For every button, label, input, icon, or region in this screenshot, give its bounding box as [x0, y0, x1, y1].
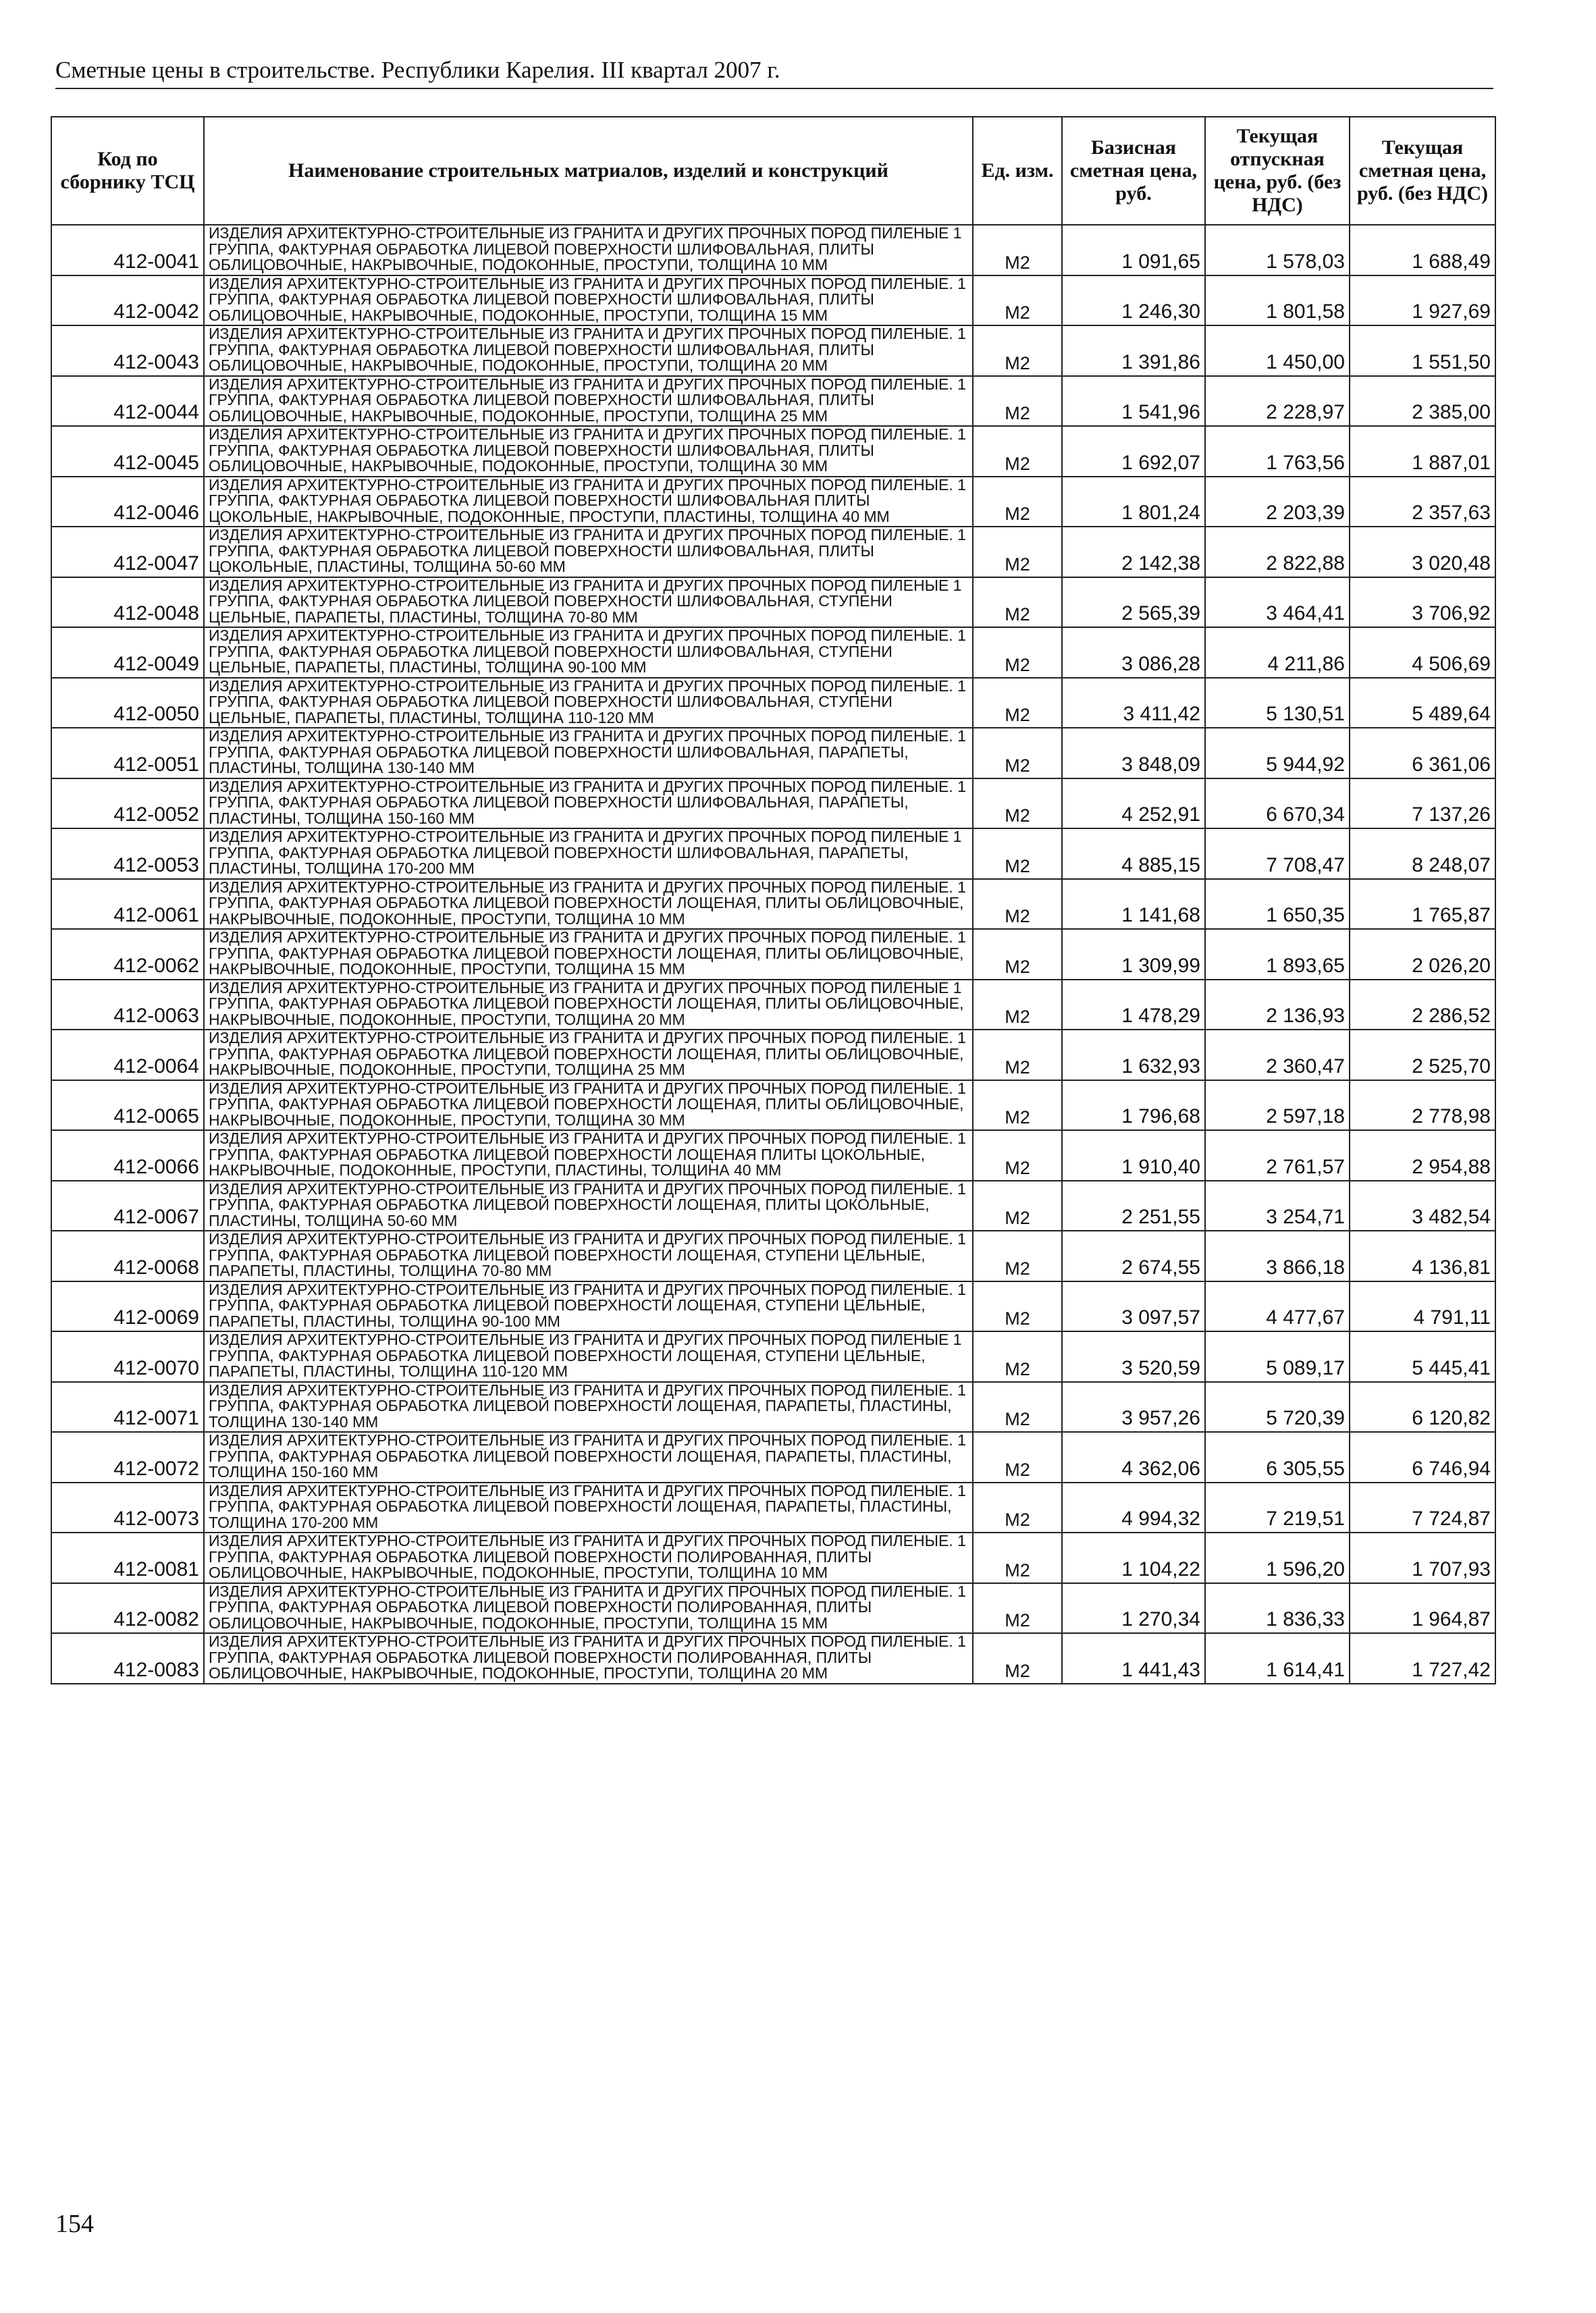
- base-price: 1 091,65: [1062, 225, 1205, 275]
- item-code: 412-0051: [51, 728, 204, 778]
- current-release-price: 1 801,58: [1205, 275, 1350, 326]
- item-name: ИЗДЕЛИЯ АРХИТЕКТУРНО-СТРОИТЕЛЬНЫЕ ИЗ ГРАНИТА И ДРУГИХ ПРОЧНЫХ ПОРОД ПИЛЕНЫЕ. 1 ГРУППА, ФАКТУРНАЯ ОБРАБОТКА ЛИЦЕВОЙ ПОВЕРХНОСТИ ШЛИФОВАЛЬНАЯ, ПАРАПЕТЫ, ПЛАСТИНЫ, ТОЛЩИНА 150-160 ММ: [204, 778, 973, 829]
- current-estimate-price: 4 791,11: [1350, 1281, 1495, 1332]
- table-row: [51, 1130, 1495, 1181]
- item-code: 412-0073: [51, 1483, 204, 1533]
- table-row: [51, 678, 1495, 728]
- base-price: 2 674,55: [1062, 1231, 1205, 1281]
- item-unit: М2: [973, 980, 1062, 1030]
- current-release-price: 5 944,92: [1205, 728, 1350, 778]
- item-unit: М2: [973, 1181, 1062, 1231]
- column-header-code: Код по сборнику ТСЦ: [51, 117, 204, 225]
- base-price: 1 441,43: [1062, 1633, 1205, 1684]
- item-unit: М2: [973, 728, 1062, 778]
- item-unit: М2: [973, 376, 1062, 427]
- item-name: ИЗДЕЛИЯ АРХИТЕКТУРНО-СТРОИТЕЛЬНЫЕ ИЗ ГРАНИТА И ДРУГИХ ПРОЧНЫХ ПОРОД ПИЛЕНЫЕ. 1 ГРУППА, ФАКТУРНАЯ ОБРАБОТКА ЛИЦЕВОЙ ПОВЕРХНОСТИ ПОЛИРОВАННАЯ, ПЛИТЫ ОБЛИЦОВОЧНЫЕ, НАКРЫВОЧНЫЕ, ПОДОКОННЫЕ, ПРОСТУПИ, ТОЛЩИНА 15 ММ: [204, 1583, 973, 1634]
- item-code: 412-0083: [51, 1633, 204, 1684]
- item-unit: М2: [973, 778, 1062, 829]
- current-estimate-price: 2 026,20: [1350, 929, 1495, 980]
- item-code: 412-0069: [51, 1281, 204, 1332]
- current-release-price: 3 464,41: [1205, 577, 1350, 628]
- table-row: [51, 1080, 1495, 1131]
- current-release-price: 1 596,20: [1205, 1533, 1350, 1583]
- base-price: 3 520,59: [1062, 1331, 1205, 1382]
- page-header: Сметные цены в строительстве. Республики Карелия. III квартал 2007 г.: [55, 57, 1493, 89]
- table-body: [51, 225, 1495, 1684]
- item-code: 412-0061: [51, 879, 204, 930]
- base-price: 2 142,38: [1062, 527, 1205, 577]
- base-price: 2 565,39: [1062, 577, 1205, 628]
- item-unit: М2: [973, 225, 1062, 275]
- current-estimate-price: 3 020,48: [1350, 527, 1495, 577]
- table-row: [51, 980, 1495, 1030]
- table-row: [51, 1231, 1495, 1281]
- item-code: 412-0064: [51, 1030, 204, 1080]
- item-unit: М2: [973, 1583, 1062, 1634]
- base-price: 1 246,30: [1062, 275, 1205, 326]
- table-row: [51, 376, 1495, 427]
- item-name: ИЗДЕЛИЯ АРХИТЕКТУРНО-СТРОИТЕЛЬНЫЕ ИЗ ГРАНИТА И ДРУГИХ ПРОЧНЫХ ПОРОД ПИЛЕНЫЕ. 1 ГРУППА, ФАКТУРНАЯ ОБРАБОТКА ЛИЦЕВОЙ ПОВЕРХНОСТИ ЛОЩЕНАЯ ПЛИТЫ ЦОКОЛЬНЫЕ, НАКРЫВОЧНЫЕ, ПОДОКОННЫЕ, ПРОСТУПИ, ПЛАСТИНЫ, ТОЛЩИНА 40 ММ: [204, 1130, 973, 1181]
- current-estimate-price: 1 765,87: [1350, 879, 1495, 930]
- current-estimate-price: 2 385,00: [1350, 376, 1495, 427]
- item-name: ИЗДЕЛИЯ АРХИТЕКТУРНО-СТРОИТЕЛЬНЫЕ ИЗ ГРАНИТА И ДРУГИХ ПРОЧНЫХ ПОРОД ПИЛЕНЫЕ. 1 ГРУППА, ФАКТУРНАЯ ОБРАБОТКА ЛИЦЕВОЙ ПОВЕРХНОСТИ ПОЛИРОВАННАЯ, ПЛИТЫ ОБЛИЦОВОЧНЫЕ, НАКРЫВОЧНЫЕ, ПОДОКОННЫЕ, ПРОСТУПИ, ТОЛЩИНА 20 ММ: [204, 1633, 973, 1684]
- item-code: 412-0072: [51, 1432, 204, 1483]
- column-header-current-release-price: Текущая отпускная цена, руб. (без НДС): [1205, 117, 1350, 225]
- column-header-base-price: Базисная сметная цена, руб.: [1062, 117, 1205, 225]
- item-name: ИЗДЕЛИЯ АРХИТЕКТУРНО-СТРОИТЕЛЬНЫЕ ИЗ ГРАНИТА И ДРУГИХ ПРОЧНЫХ ПОРОД ПИЛЕНЫЕ. 1 ГРУППА, ФАКТУРНАЯ ОБРАБОТКА ЛИЦЕВОЙ ПОВЕРХНОСТИ ПОЛИРОВАННАЯ, ПЛИТЫ ОБЛИЦОВОЧНЫЕ, НАКРЫВОЧНЫЕ, ПОДОКОННЫЕ, ПРОСТУПИ, ТОЛЩИНА 10 ММ: [204, 1533, 973, 1583]
- current-release-price: 2 597,18: [1205, 1080, 1350, 1131]
- table-row: [51, 1583, 1495, 1634]
- current-release-price: 7 708,47: [1205, 828, 1350, 879]
- current-estimate-price: 3 482,54: [1350, 1181, 1495, 1231]
- current-release-price: 2 761,57: [1205, 1130, 1350, 1181]
- current-estimate-price: 7 137,26: [1350, 778, 1495, 829]
- table-row: [51, 325, 1495, 376]
- table-row: [51, 527, 1495, 577]
- item-name: ИЗДЕЛИЯ АРХИТЕКТУРНО-СТРОИТЕЛЬНЫЕ ИЗ ГРАНИТА И ДРУГИХ ПРОЧНЫХ ПОРОД ПИЛЕНЫЕ. 1 ГРУППА, ФАКТУРНАЯ ОБРАБОТКА ЛИЦЕВОЙ ПОВЕРХНОСТИ ШЛИФОВАЛЬНАЯ, ПЛИТЫ ОБЛИЦОВОЧНЫЕ, НАКРЫВОЧНЫЕ, ПОДОКОННЫЕ, ПРОСТУПИ, ТОЛЩИНА 15 ММ: [204, 275, 973, 326]
- current-estimate-price: 2 954,88: [1350, 1130, 1495, 1181]
- current-release-price: 1 650,35: [1205, 879, 1350, 930]
- item-unit: М2: [973, 1533, 1062, 1583]
- table-row: [51, 1483, 1495, 1533]
- item-name: ИЗДЕЛИЯ АРХИТЕКТУРНО-СТРОИТЕЛЬНЫЕ ИЗ ГРАНИТА И ДРУГИХ ПРОЧНЫХ ПОРОД ПИЛЕНЫЕ. 1 ГРУППА, ФАКТУРНАЯ ОБРАБОТКА ЛИЦЕВОЙ ПОВЕРХНОСТИ ЛОЩЕНАЯ, ПЛИТЫ ЦОКОЛЬНЫЕ, ПЛАСТИНЫ, ТОЛЩИНА 50-60 ММ: [204, 1181, 973, 1231]
- item-unit: М2: [973, 275, 1062, 326]
- table-row: [51, 275, 1495, 326]
- item-unit: М2: [973, 678, 1062, 728]
- table-row: [51, 577, 1495, 628]
- table-header-row: [51, 117, 1495, 225]
- item-code: 412-0071: [51, 1382, 204, 1433]
- item-name: ИЗДЕЛИЯ АРХИТЕКТУРНО-СТРОИТЕЛЬНЫЕ ИЗ ГРАНИТА И ДРУГИХ ПРОЧНЫХ ПОРОД ПИЛЕНЫЕ. 1 ГРУППА, ФАКТУРНАЯ ОБРАБОТКА ЛИЦЕВОЙ ПОВЕРХНОСТИ ШЛИФОВАЛЬНАЯ, СТУПЕНИ ЦЕЛЬНЫЕ, ПАРАПЕТЫ, ПЛАСТИНЫ, ТОЛЩИНА 90-100 ММ: [204, 627, 973, 678]
- item-name: ИЗДЕЛИЯ АРХИТЕКТУРНО-СТРОИТЕЛЬНЫЕ ИЗ ГРАНИТА И ДРУГИХ ПРОЧНЫХ ПОРОД ПИЛЕНЫЕ. 1 ГРУППА, ФАКТУРНАЯ ОБРАБОТКА ЛИЦЕВОЙ ПОВЕРХНОСТИ ШЛИФОВАЛЬНАЯ, ПЛИТЫ ЦОКОЛЬНЫЕ, ПЛАСТИНЫ, ТОЛЩИНА 50-60 ММ: [204, 527, 973, 577]
- item-code: 412-0049: [51, 627, 204, 678]
- item-code: 412-0041: [51, 225, 204, 275]
- current-estimate-price: 2 286,52: [1350, 980, 1495, 1030]
- current-estimate-price: 1 727,42: [1350, 1633, 1495, 1684]
- table-row: [51, 627, 1495, 678]
- current-release-price: 5 720,39: [1205, 1382, 1350, 1433]
- current-release-price: 1 893,65: [1205, 929, 1350, 980]
- item-name: ИЗДЕЛИЯ АРХИТЕКТУРНО-СТРОИТЕЛЬНЫЕ ИЗ ГРАНИТА И ДРУГИХ ПРОЧНЫХ ПОРОД ПИЛЕНЫЕ. 1 ГРУППА, ФАКТУРНАЯ ОБРАБОТКА ЛИЦЕВОЙ ПОВЕРХНОСТИ ШЛИФОВАЛЬНАЯ, СТУПЕНИ ЦЕЛЬНЫЕ, ПАРАПЕТЫ, ПЛАСТИНЫ, ТОЛЩИНА 110-120 ММ: [204, 678, 973, 728]
- item-name: ИЗДЕЛИЯ АРХИТЕКТУРНО-СТРОИТЕЛЬНЫЕ ИЗ ГРАНИТА И ДРУГИХ ПРОЧНЫХ ПОРОД ПИЛЕНЫЕ. 1 ГРУППА, ФАКТУРНАЯ ОБРАБОТКА ЛИЦЕВОЙ ПОВЕРХНОСТИ ЛОЩЕНАЯ, ПЛИТЫ ОБЛИЦОВОЧНЫЕ, НАКРЫВОЧНЫЕ, ПОДОКОННЫЕ, ПРОСТУПИ, ТОЛЩИНА 25 ММ: [204, 1030, 973, 1080]
- current-release-price: 6 305,55: [1205, 1432, 1350, 1483]
- current-release-price: 7 219,51: [1205, 1483, 1350, 1533]
- item-name: ИЗДЕЛИЯ АРХИТЕКТУРНО-СТРОИТЕЛЬНЫЕ ИЗ ГРАНИТА И ДРУГИХ ПРОЧНЫХ ПОРОД ПИЛЕНЫЕ. 1 ГРУППА, ФАКТУРНАЯ ОБРАБОТКА ЛИЦЕВОЙ ПОВЕРХНОСТИ ЛОЩЕНАЯ, ПАРАПЕТЫ, ПЛАСТИНЫ, ТОЛЩИНА 150-160 ММ: [204, 1432, 973, 1483]
- item-code: 412-0046: [51, 477, 204, 527]
- item-name: ИЗДЕЛИЯ АРХИТЕКТУРНО-СТРОИТЕЛЬНЫЕ ИЗ ГРАНИТА И ДРУГИХ ПРОЧНЫХ ПОРОД ПИЛЕНЫЕ. 1 ГРУППА, ФАКТУРНАЯ ОБРАБОТКА ЛИЦЕВОЙ ПОВЕРХНОСТИ ШЛИФОВАЛЬНАЯ, ПЛИТЫ ОБЛИЦОВОЧНЫЕ, НАКРЫВОЧНЫЕ, ПОДОКОННЫЕ, ПРОСТУПИ, ТОЛЩИНА 25 ММ: [204, 376, 973, 427]
- base-price: 1 141,68: [1062, 879, 1205, 930]
- item-code: 412-0067: [51, 1181, 204, 1231]
- item-code: 412-0070: [51, 1331, 204, 1382]
- table-row: [51, 225, 1495, 275]
- item-code: 412-0043: [51, 325, 204, 376]
- table-row: [51, 1633, 1495, 1684]
- column-header-current-estimate-price: Текущая сметная цена, руб. (без НДС): [1350, 117, 1495, 225]
- current-estimate-price: 3 706,92: [1350, 577, 1495, 628]
- base-price: 3 086,28: [1062, 627, 1205, 678]
- item-name: ИЗДЕЛИЯ АРХИТЕКТУРНО-СТРОИТЕЛЬНЫЕ ИЗ ГРАНИТА И ДРУГИХ ПРОЧНЫХ ПОРОД ПИЛЕНЫЕ. 1 ГРУППА, ФАКТУРНАЯ ОБРАБОТКА ЛИЦЕВОЙ ПОВЕРХНОСТИ ШЛИФОВАЛЬНАЯ, ПЛИТЫ ОБЛИЦОВОЧНЫЕ, НАКРЫВОЧНЫЕ, ПОДОКОННЫЕ, ПРОСТУПИ, ТОЛЩИНА 30 ММ: [204, 426, 973, 477]
- current-release-price: 4 211,86: [1205, 627, 1350, 678]
- item-code: 412-0052: [51, 778, 204, 829]
- item-name: ИЗДЕЛИЯ АРХИТЕКТУРНО-СТРОИТЕЛЬНЫЕ ИЗ ГРАНИТА И ДРУГИХ ПРОЧНЫХ ПОРОД ПИЛЕНЫЕ 1 ГРУППА, ФАКТУРНАЯ ОБРАБОТКА ЛИЦЕВОЙ ПОВЕРХНОСТИ ЛОЩЕНАЯ, СТУПЕНИ ЦЕЛЬНЫЕ, ПАРАПЕТЫ, ПЛАСТИНЫ, ТОЛЩИНА 110-120 ММ: [204, 1331, 973, 1382]
- column-header-unit: Ед. изм.: [973, 117, 1062, 225]
- item-code: 412-0048: [51, 577, 204, 628]
- item-unit: М2: [973, 929, 1062, 980]
- current-release-price: 1 614,41: [1205, 1633, 1350, 1684]
- item-unit: М2: [973, 879, 1062, 930]
- base-price: 1 541,96: [1062, 376, 1205, 427]
- item-unit: М2: [973, 1130, 1062, 1181]
- current-release-price: 5 089,17: [1205, 1331, 1350, 1382]
- table-row: [51, 1432, 1495, 1483]
- current-release-price: 3 866,18: [1205, 1231, 1350, 1281]
- base-price: 1 104,22: [1062, 1533, 1205, 1583]
- item-name: ИЗДЕЛИЯ АРХИТЕКТУРНО-СТРОИТЕЛЬНЫЕ ИЗ ГРАНИТА И ДРУГИХ ПРОЧНЫХ ПОРОД ПИЛЕНЫЕ 1 ГРУППА, ФАКТУРНАЯ ОБРАБОТКА ЛИЦЕВОЙ ПОВЕРХНОСТИ ЛОЩЕНАЯ, ПЛИТЫ ОБЛИЦОВОЧНЫЕ, НАКРЫВОЧНЫЕ, ПОДОКОННЫЕ, ПРОСТУПИ, ТОЛЩИНА 20 ММ: [204, 980, 973, 1030]
- item-name: ИЗДЕЛИЯ АРХИТЕКТУРНО-СТРОИТЕЛЬНЫЕ ИЗ ГРАНИТА И ДРУГИХ ПРОЧНЫХ ПОРОД ПИЛЕНЫЕ 1 ГРУППА, ФАКТУРНАЯ ОБРАБОТКА ЛИЦЕВОЙ ПОВЕРХНОСТИ ШЛИФОВАЛЬНАЯ, ПАРАПЕТЫ, ПЛАСТИНЫ, ТОЛЩИНА 170-200 ММ: [204, 828, 973, 879]
- item-unit: М2: [973, 577, 1062, 628]
- item-code: 412-0053: [51, 828, 204, 879]
- column-header-name: Наименование строительных матриалов, изделий и конструкций: [204, 117, 973, 225]
- item-name: ИЗДЕЛИЯ АРХИТЕКТУРНО-СТРОИТЕЛЬНЫЕ ИЗ ГРАНИТА И ДРУГИХ ПРОЧНЫХ ПОРОД ПИЛЕНЫЕ. 1 ГРУППА, ФАКТУРНАЯ ОБРАБОТКА ЛИЦЕВОЙ ПОВЕРХНОСТИ ЛОЩЕНАЯ, ПАРАПЕТЫ, ПЛАСТИНЫ, ТОЛЩИНА 130-140 ММ: [204, 1382, 973, 1433]
- current-release-price: 2 822,88: [1205, 527, 1350, 577]
- current-estimate-price: 6 746,94: [1350, 1432, 1495, 1483]
- base-price: 2 251,55: [1062, 1181, 1205, 1231]
- item-unit: М2: [973, 426, 1062, 477]
- table-row: [51, 1181, 1495, 1231]
- item-code: 412-0045: [51, 426, 204, 477]
- current-release-price: 6 670,34: [1205, 778, 1350, 829]
- item-unit: М2: [973, 527, 1062, 577]
- item-unit: М2: [973, 627, 1062, 678]
- table-row: [51, 929, 1495, 980]
- item-unit: М2: [973, 1080, 1062, 1131]
- item-code: 412-0066: [51, 1130, 204, 1181]
- current-estimate-price: 1 887,01: [1350, 426, 1495, 477]
- item-code: 412-0042: [51, 275, 204, 326]
- item-unit: М2: [973, 828, 1062, 879]
- item-code: 412-0082: [51, 1583, 204, 1634]
- item-unit: М2: [973, 325, 1062, 376]
- item-name: ИЗДЕЛИЯ АРХИТЕКТУРНО-СТРОИТЕЛЬНЫЕ ИЗ ГРАНИТА И ДРУГИХ ПРОЧНЫХ ПОРОД ПИЛЕНЫЕ 1 ГРУППА, ФАКТУРНАЯ ОБРАБОТКА ЛИЦЕВОЙ ПОВЕРХНОСТИ ШЛИФОВАЛЬНАЯ, ПЛИТЫ ОБЛИЦОВОЧНЫЕ, НАКРЫВОЧНЫЕ, ПОДОКОННЫЕ, ПРОСТУПИ, ТОЛЩИНА 10 ММ: [204, 225, 973, 275]
- item-code: 412-0068: [51, 1231, 204, 1281]
- table-row: [51, 828, 1495, 879]
- item-name: ИЗДЕЛИЯ АРХИТЕКТУРНО-СТРОИТЕЛЬНЫЕ ИЗ ГРАНИТА И ДРУГИХ ПРОЧНЫХ ПОРОД ПИЛЕНЫЕ. 1 ГРУППА, ФАКТУРНАЯ ОБРАБОТКА ЛИЦЕВОЙ ПОВЕРХНОСТИ ЛОЩЕНАЯ, ПАРАПЕТЫ, ПЛАСТИНЫ, ТОЛЩИНА 170-200 ММ: [204, 1483, 973, 1533]
- item-name: ИЗДЕЛИЯ АРХИТЕКТУРНО-СТРОИТЕЛЬНЫЕ ИЗ ГРАНИТА И ДРУГИХ ПРОЧНЫХ ПОРОД ПИЛЕНЫЕ. 1 ГРУППА, ФАКТУРНАЯ ОБРАБОТКА ЛИЦЕВОЙ ПОВЕРХНОСТИ ЛОЩЕНАЯ, ПЛИТЫ ОБЛИЦОВОЧНЫЕ, НАКРЫВОЧНЫЕ, ПОДОКОННЫЕ, ПРОСТУПИ, ТОЛЩИНА 30 ММ: [204, 1080, 973, 1131]
- table-row: [51, 1533, 1495, 1583]
- price-table: [51, 116, 1496, 1684]
- table-row: [51, 778, 1495, 829]
- item-unit: М2: [973, 1231, 1062, 1281]
- current-estimate-price: 6 361,06: [1350, 728, 1495, 778]
- item-name: ИЗДЕЛИЯ АРХИТЕКТУРНО-СТРОИТЕЛЬНЫЕ ИЗ ГРАНИТА И ДРУГИХ ПРОЧНЫХ ПОРОД ПИЛЕНЫЕ 1 ГРУППА, ФАКТУРНАЯ ОБРАБОТКА ЛИЦЕВОЙ ПОВЕРХНОСТИ ШЛИФОВАЛЬНАЯ, СТУПЕНИ ЦЕЛЬНЫЕ, ПАРАПЕТЫ, ПЛАСТИНЫ, ТОЛЩИНА 70-80 ММ: [204, 577, 973, 628]
- base-price: 1 632,93: [1062, 1030, 1205, 1080]
- base-price: 1 910,40: [1062, 1130, 1205, 1181]
- current-release-price: 2 228,97: [1205, 376, 1350, 427]
- current-estimate-price: 2 525,70: [1350, 1030, 1495, 1080]
- base-price: 4 885,15: [1062, 828, 1205, 879]
- base-price: 1 270,34: [1062, 1583, 1205, 1634]
- table-row: [51, 1281, 1495, 1332]
- item-unit: М2: [973, 1331, 1062, 1382]
- base-price: 1 801,24: [1062, 477, 1205, 527]
- current-estimate-price: 6 120,82: [1350, 1382, 1495, 1433]
- current-release-price: 2 203,39: [1205, 477, 1350, 527]
- item-name: ИЗДЕЛИЯ АРХИТЕКТУРНО-СТРОИТЕЛЬНЫЕ ИЗ ГРАНИТА И ДРУГИХ ПРОЧНЫХ ПОРОД ПИЛЕНЫЕ. 1 ГРУППА, ФАКТУРНАЯ ОБРАБОТКА ЛИЦЕВОЙ ПОВЕРХНОСТИ ШЛИФОВАЛЬНАЯ, ПЛИТЫ ОБЛИЦОВОЧНЫЕ, НАКРЫВОЧНЫЕ, ПОДОКОННЫЕ, ПРОСТУПИ, ТОЛЩИНА 20 ММ: [204, 325, 973, 376]
- current-release-price: 3 254,71: [1205, 1181, 1350, 1231]
- current-release-price: 1 578,03: [1205, 225, 1350, 275]
- item-code: 412-0062: [51, 929, 204, 980]
- current-estimate-price: 4 506,69: [1350, 627, 1495, 678]
- item-code: 412-0065: [51, 1080, 204, 1131]
- base-price: 1 692,07: [1062, 426, 1205, 477]
- table-row: [51, 477, 1495, 527]
- base-price: 1 478,29: [1062, 980, 1205, 1030]
- table-row: [51, 1331, 1495, 1382]
- item-unit: М2: [973, 1382, 1062, 1433]
- current-estimate-price: 1 551,50: [1350, 325, 1495, 376]
- current-estimate-price: 1 927,69: [1350, 275, 1495, 326]
- current-release-price: 4 477,67: [1205, 1281, 1350, 1332]
- base-price: 3 411,42: [1062, 678, 1205, 728]
- current-estimate-price: 2 357,63: [1350, 477, 1495, 527]
- item-code: 412-0081: [51, 1533, 204, 1583]
- page-number: 154: [55, 2210, 94, 2238]
- item-unit: М2: [973, 1633, 1062, 1684]
- item-name: ИЗДЕЛИЯ АРХИТЕКТУРНО-СТРОИТЕЛЬНЫЕ ИЗ ГРАНИТА И ДРУГИХ ПРОЧНЫХ ПОРОД ПИЛЕНЫЕ. 1 ГРУППА, ФАКТУРНАЯ ОБРАБОТКА ЛИЦЕВОЙ ПОВЕРХНОСТИ ШЛИФОВАЛЬНАЯ, ПАРАПЕТЫ, ПЛАСТИНЫ, ТОЛЩИНА 130-140 ММ: [204, 728, 973, 778]
- current-estimate-price: 8 248,07: [1350, 828, 1495, 879]
- current-estimate-price: 2 778,98: [1350, 1080, 1495, 1131]
- current-estimate-price: 4 136,81: [1350, 1231, 1495, 1281]
- current-release-price: 1 763,56: [1205, 426, 1350, 477]
- item-unit: М2: [973, 477, 1062, 527]
- item-name: ИЗДЕЛИЯ АРХИТЕКТУРНО-СТРОИТЕЛЬНЫЕ ИЗ ГРАНИТА И ДРУГИХ ПРОЧНЫХ ПОРОД ПИЛЕНЫЕ. 1 ГРУППА, ФАКТУРНАЯ ОБРАБОТКА ЛИЦЕВОЙ ПОВЕРХНОСТИ ЛОЩЕНАЯ, ПЛИТЫ ОБЛИЦОВОЧНЫЕ, НАКРЫВОЧНЫЕ, ПОДОКОННЫЕ, ПРОСТУПИ, ТОЛЩИНА 10 ММ: [204, 879, 973, 930]
- item-name: ИЗДЕЛИЯ АРХИТЕКТУРНО-СТРОИТЕЛЬНЫЕ ИЗ ГРАНИТА И ДРУГИХ ПРОЧНЫХ ПОРОД ПИЛЕНЫЕ. 1 ГРУППА, ФАКТУРНАЯ ОБРАБОТКА ЛИЦЕВОЙ ПОВЕРХНОСТИ ШЛИФОВАЛЬНАЯ ПЛИТЫ ЦОКОЛЬНЫЕ, НАКРЫВОЧНЫЕ, ПОДОКОННЫЕ, ПРОСТУПИ, ПЛАСТИНЫ, ТОЛЩИНА 40 ММ: [204, 477, 973, 527]
- table-row: [51, 728, 1495, 778]
- current-estimate-price: 1 964,87: [1350, 1583, 1495, 1634]
- item-name: ИЗДЕЛИЯ АРХИТЕКТУРНО-СТРОИТЕЛЬНЫЕ ИЗ ГРАНИТА И ДРУГИХ ПРОЧНЫХ ПОРОД ПИЛЕНЫЕ. 1 ГРУППА, ФАКТУРНАЯ ОБРАБОТКА ЛИЦЕВОЙ ПОВЕРХНОСТИ ЛОЩЕНАЯ, СТУПЕНИ ЦЕЛЬНЫЕ, ПАРАПЕТЫ, ПЛАСТИНЫ, ТОЛЩИНА 70-80 ММ: [204, 1231, 973, 1281]
- current-release-price: 2 136,93: [1205, 980, 1350, 1030]
- table-row: [51, 1382, 1495, 1433]
- item-code: 412-0044: [51, 376, 204, 427]
- current-estimate-price: 5 489,64: [1350, 678, 1495, 728]
- current-estimate-price: 5 445,41: [1350, 1331, 1495, 1382]
- table-row: [51, 1030, 1495, 1080]
- item-code: 412-0050: [51, 678, 204, 728]
- base-price: 1 309,99: [1062, 929, 1205, 980]
- current-release-price: 1 450,00: [1205, 325, 1350, 376]
- current-release-price: 1 836,33: [1205, 1583, 1350, 1634]
- base-price: 4 362,06: [1062, 1432, 1205, 1483]
- current-release-price: 2 360,47: [1205, 1030, 1350, 1080]
- current-estimate-price: 1 688,49: [1350, 225, 1495, 275]
- table-row: [51, 426, 1495, 477]
- base-price: 4 994,32: [1062, 1483, 1205, 1533]
- item-code: 412-0063: [51, 980, 204, 1030]
- base-price: 1 796,68: [1062, 1080, 1205, 1131]
- item-unit: М2: [973, 1030, 1062, 1080]
- current-release-price: 5 130,51: [1205, 678, 1350, 728]
- base-price: 3 848,09: [1062, 728, 1205, 778]
- item-unit: М2: [973, 1432, 1062, 1483]
- item-unit: М2: [973, 1281, 1062, 1332]
- item-unit: М2: [973, 1483, 1062, 1533]
- base-price: 3 957,26: [1062, 1382, 1205, 1433]
- table-row: [51, 879, 1495, 930]
- item-name: ИЗДЕЛИЯ АРХИТЕКТУРНО-СТРОИТЕЛЬНЫЕ ИЗ ГРАНИТА И ДРУГИХ ПРОЧНЫХ ПОРОД ПИЛЕНЫЕ. 1 ГРУППА, ФАКТУРНАЯ ОБРАБОТКА ЛИЦЕВОЙ ПОВЕРХНОСТИ ЛОЩЕНАЯ, СТУПЕНИ ЦЕЛЬНЫЕ, ПАРАПЕТЫ, ПЛАСТИНЫ, ТОЛЩИНА 90-100 ММ: [204, 1281, 973, 1332]
- base-price: 4 252,91: [1062, 778, 1205, 829]
- current-estimate-price: 7 724,87: [1350, 1483, 1495, 1533]
- base-price: 1 391,86: [1062, 325, 1205, 376]
- item-name: ИЗДЕЛИЯ АРХИТЕКТУРНО-СТРОИТЕЛЬНЫЕ ИЗ ГРАНИТА И ДРУГИХ ПРОЧНЫХ ПОРОД ПИЛЕНЫЕ. 1 ГРУППА, ФАКТУРНАЯ ОБРАБОТКА ЛИЦЕВОЙ ПОВЕРХНОСТИ ЛОЩЕНАЯ, ПЛИТЫ ОБЛИЦОВОЧНЫЕ, НАКРЫВОЧНЫЕ, ПОДОКОННЫЕ, ПРОСТУПИ, ТОЛЩИНА 15 ММ: [204, 929, 973, 980]
- current-estimate-price: 1 707,93: [1350, 1533, 1495, 1583]
- item-code: 412-0047: [51, 527, 204, 577]
- base-price: 3 097,57: [1062, 1281, 1205, 1332]
